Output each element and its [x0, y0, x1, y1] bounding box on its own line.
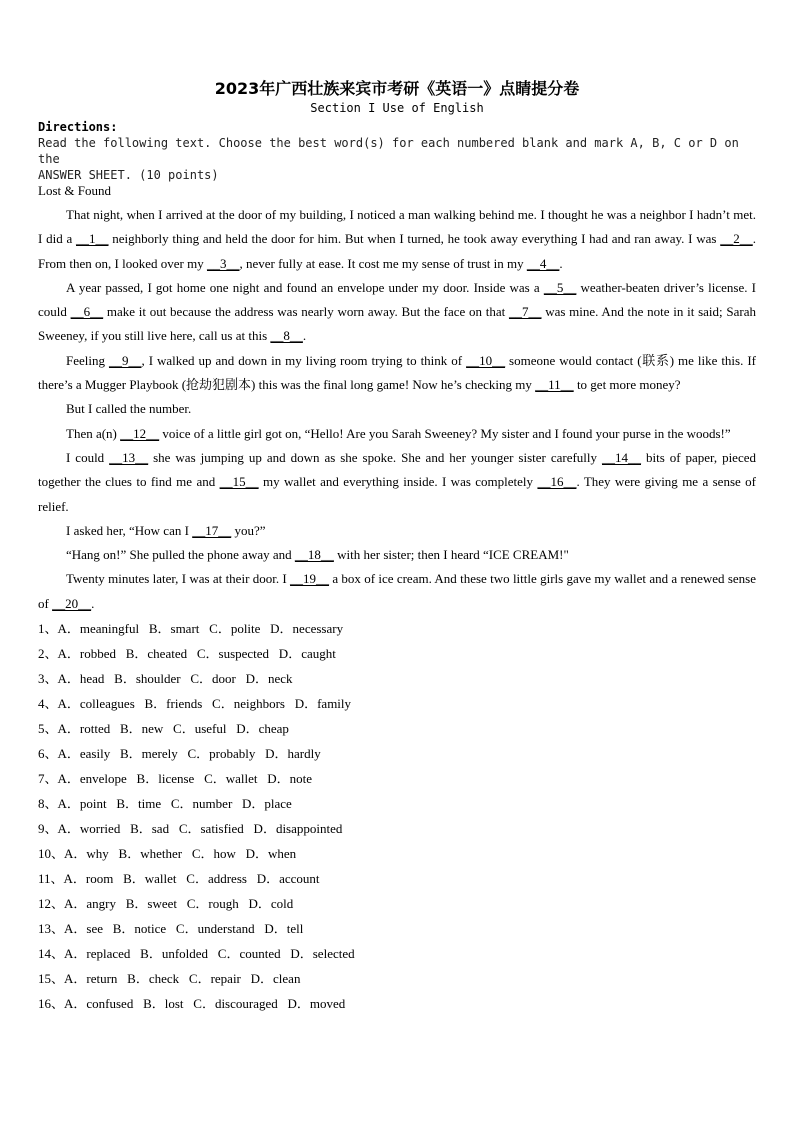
blank-2: __2__ — [720, 231, 753, 247]
blank-16: __16__ — [537, 474, 577, 490]
blank-13: __13__ — [109, 449, 149, 465]
text: my wallet and everything inside. I was completely — [258, 474, 538, 490]
section-heading: Section I Use of English — [310, 101, 484, 115]
directions-line-1: Read the following text. Choose the best word(s) for each numbered blank and mark A, B, C or D on the — [38, 136, 739, 166]
blank-11: __11__ — [535, 377, 574, 393]
text: was mine. And the note in it said; Sarah Sweeney, if you still live here, call us at this — [38, 304, 756, 344]
passage-body — [38, 203, 756, 616]
text: a box of ice cream. And these two little girls gave my wallet and a renewed sense of — [38, 571, 757, 611]
option-row — [38, 866, 756, 891]
directions-line-2: ANSWER SHEET. (10 points) — [38, 168, 219, 182]
text: someone would contact (联系) me like this. If there’s a Mugger Playbook (抢劫犯剧本) this was the final long game! Now he’s checking my — [38, 352, 756, 393]
text: “Hang on!” She pulled the phone away and — [66, 547, 295, 563]
option-text: 3、A．head B．shoulder C．door D．neck — [38, 671, 293, 687]
blank-5: __5__ — [543, 279, 577, 295]
option-row — [38, 891, 756, 916]
paragraph-5 — [38, 422, 756, 446]
text: . — [91, 595, 95, 611]
option-row — [38, 716, 756, 741]
option-text: 4、A．colleagues B．friends C．neighbors D．family — [38, 696, 352, 712]
answer-options — [38, 616, 756, 1016]
option-text: 12、A．angry B．sweet C．rough D．cold — [38, 896, 294, 912]
option-text: 9、A．worried B．sad C．satisfied D．disappointed — [38, 821, 343, 837]
blank-20: __20__ — [52, 595, 92, 611]
blank-14: __14__ — [602, 449, 641, 465]
blank-7: __7__ — [508, 304, 542, 320]
option-text: 2、A．robbed B．cheated C．suspected D．caught — [38, 646, 336, 662]
option-row — [38, 666, 756, 691]
option-text: 13、A．see B．notice C．understand D．tell — [38, 921, 304, 937]
blank-1: __1__ — [76, 231, 109, 247]
blank-18: __18__ — [294, 547, 334, 563]
option-row — [38, 966, 756, 991]
blank-15: __15__ — [219, 474, 259, 490]
text: , never fully at ease. It cost me my sense of trust in my — [239, 255, 527, 271]
option-text: 16、A．confused B．lost C．discouraged D．moved — [38, 996, 346, 1012]
passage-title: Lost & Found — [38, 183, 111, 198]
text: she was jumping up and down as she spoke. She and her younger sister carefully — [148, 449, 602, 465]
paragraph-2 — [38, 276, 756, 349]
paragraph-7 — [38, 519, 756, 543]
text: with her sister; then I heard “ICE CREAM!" — [333, 547, 569, 563]
text: A year passed, I got home one night and found an envelope under my door. Inside was a — [66, 279, 544, 295]
text: bits of paper, pieced together the clues to find me and — [38, 449, 756, 490]
text: , I walked up and down in my living room trying to think of — [141, 352, 467, 368]
option-row — [38, 616, 756, 641]
option-row — [38, 791, 756, 816]
paragraph-6 — [38, 446, 756, 519]
option-text: 15、A．return B．check C．repair D．clean — [38, 971, 301, 987]
option-text: 1、A．meaningful B．smart C．polite D．necessary — [38, 621, 344, 637]
text: . — [559, 255, 563, 271]
option-row — [38, 916, 756, 941]
text: Feeling — [66, 352, 109, 368]
blank-17: __17__ — [192, 522, 232, 538]
option-text: 6、A．easily B．merely C．probably D．hardly — [38, 746, 321, 762]
page-title: 2023年广西壮族来宾市考研《英语一》点睛提分卷 — [214, 79, 580, 98]
text: to get more money? — [573, 377, 681, 393]
option-row — [38, 691, 756, 716]
option-text: 5、A．rotted B．new C．useful D．cheap — [38, 721, 289, 737]
option-text: 8、A．point B．time C．number D．place — [38, 796, 292, 812]
text: I could — [66, 449, 110, 465]
option-row — [38, 816, 756, 841]
option-row — [38, 841, 756, 866]
option-row — [38, 941, 756, 966]
text: voice of a little girl got on, “Hello! Are you Sarah Sweeney? My sister and I found your purse in the woods!” — [159, 425, 731, 441]
text: neighborly thing and held the door for him. But when I turned, he took away everything I had and ran away. I was — [108, 231, 721, 247]
blank-4: __4__ — [526, 255, 560, 271]
option-row — [38, 641, 756, 666]
paragraph-3 — [38, 349, 756, 398]
blank-8: __8__ — [270, 328, 303, 344]
option-text: 10、A．why B．whether C．how D．when — [38, 846, 297, 862]
option-text: 7、A．envelope B．license C．wallet D．note — [38, 771, 313, 787]
directions-label: Directions: — [38, 120, 118, 134]
blank-6: __6__ — [70, 304, 104, 320]
paragraph-9 — [38, 567, 756, 616]
blank-3: __3__ — [206, 255, 240, 271]
text: weather-beaten driver’s license. I could — [38, 279, 756, 320]
blank-9: __9__ — [108, 352, 142, 368]
option-text: 11、A．room B．wallet C．address D．account — [38, 871, 320, 887]
paragraph-1 — [38, 203, 756, 276]
option-row — [38, 741, 756, 766]
blank-10: __10__ — [466, 352, 506, 368]
blank-19: __19__ — [290, 571, 330, 587]
option-row — [38, 766, 756, 791]
text: That night, when I arrived at the door of my building, I noticed a man walking behind me. I thought he was a neighbor I hadn’t met. I did a — [38, 207, 756, 247]
blank-12: __12__ — [120, 425, 160, 441]
text: I asked her, “How can I — [66, 522, 193, 538]
text: Twenty minutes later, I was at their door. I — [66, 571, 291, 587]
option-row — [38, 991, 756, 1016]
text: Then a(n) — [66, 425, 121, 441]
text: make it out because the address was nearly worn away. But the face on that — [103, 304, 509, 320]
text: . They were giving me a sense of relief. — [38, 474, 756, 514]
paragraph-4: But I called the number. — [66, 401, 192, 417]
text: you?” — [231, 522, 266, 538]
option-text: 14、A．replaced B．unfolded C．counted D．selected — [38, 946, 355, 962]
exam-page — [38, 78, 756, 1016]
paragraph-8 — [38, 543, 756, 567]
text: . — [302, 328, 307, 344]
text: . From then on, I looked over my — [38, 231, 756, 271]
